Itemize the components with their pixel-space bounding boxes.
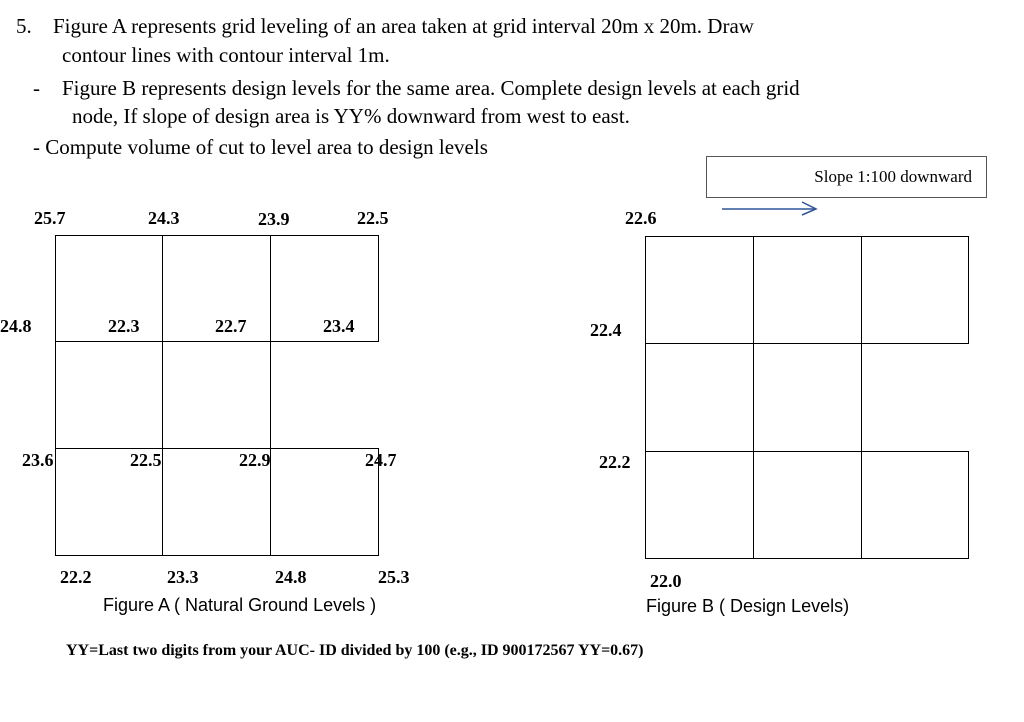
question-number: 5. <box>16 14 32 38</box>
level-a-r2-c4: 23.4 <box>323 316 355 336</box>
level-a-r3-c4: 24.7 <box>365 450 397 470</box>
level-a-r3-c1: 23.6 <box>22 450 54 470</box>
level-a-r4-c4: 25.3 <box>378 567 410 587</box>
grid-b-hline <box>645 558 969 559</box>
grid-a-hline <box>55 448 379 449</box>
level-a-r2-c2: 22.3 <box>108 316 140 336</box>
grid-a-hline <box>55 235 379 236</box>
grid-a-hline <box>55 341 379 342</box>
grid-b-vline <box>645 236 646 559</box>
grid-b-vline <box>968 236 969 344</box>
grid-b-vline <box>753 236 754 559</box>
bullet-1-dash: - <box>33 76 40 100</box>
level-a-r1-c3: 23.9 <box>258 209 290 229</box>
grid-a-vline <box>162 235 163 556</box>
level-b-row-3: 22.2 <box>599 452 631 472</box>
level-a-r1-c1: 25.7 <box>34 208 66 228</box>
level-a-r4-c2: 23.3 <box>167 567 199 587</box>
footnote: YY=Last two digits from your AUC- ID divided by 100 (e.g., ID 900172567 YY=0.67) <box>66 642 644 659</box>
level-a-r3-c3: 22.9 <box>239 450 271 470</box>
level-a-r1-c2: 24.3 <box>148 208 180 228</box>
question-line-2: contour lines with contour interval 1m. <box>62 43 390 67</box>
bullet-1-line-1: Figure B represents design levels for the same area. Complete design levels at each grid <box>62 76 800 100</box>
level-a-r1-c4: 22.5 <box>357 208 389 228</box>
level-a-r4-c1: 22.2 <box>60 567 92 587</box>
slope-arrow-icon <box>720 200 820 216</box>
grid-b-hline <box>645 343 969 344</box>
level-a-r4-c3: 24.8 <box>275 567 307 587</box>
level-b-row-4: 22.0 <box>650 571 682 591</box>
level-a-r3-c2: 22.5 <box>130 450 162 470</box>
level-b-row-1: 22.6 <box>625 208 657 228</box>
slope-label-box <box>706 156 987 198</box>
grid-b-vline <box>968 451 969 559</box>
figure-b-caption: Figure B ( Design Levels) <box>646 596 850 616</box>
level-a-r2-c3: 22.7 <box>215 316 247 336</box>
grid-a-vline <box>55 235 56 556</box>
grid-a-hline <box>55 555 379 556</box>
grid-a-vline <box>270 235 271 556</box>
grid-a-vline <box>378 235 379 342</box>
grid-b-hline <box>645 236 969 237</box>
grid-b-hline <box>645 451 969 452</box>
figure-a-caption: Figure A ( Natural Ground Levels ) <box>103 595 377 615</box>
grid-b-vline <box>861 236 862 559</box>
level-b-row-2: 22.4 <box>590 320 622 340</box>
bullet-1-line-2: node, If slope of design area is YY% downward from west to east. <box>72 104 630 128</box>
slope-label: Slope 1:100 downward <box>814 167 972 186</box>
bullet-2: - Compute volume of cut to level area to design levels <box>33 135 488 159</box>
level-a-r2-c1: 24.8 <box>0 316 32 336</box>
question-line-1: Figure A represents grid leveling of an area taken at grid interval 20m x 20m. Draw <box>53 14 754 38</box>
